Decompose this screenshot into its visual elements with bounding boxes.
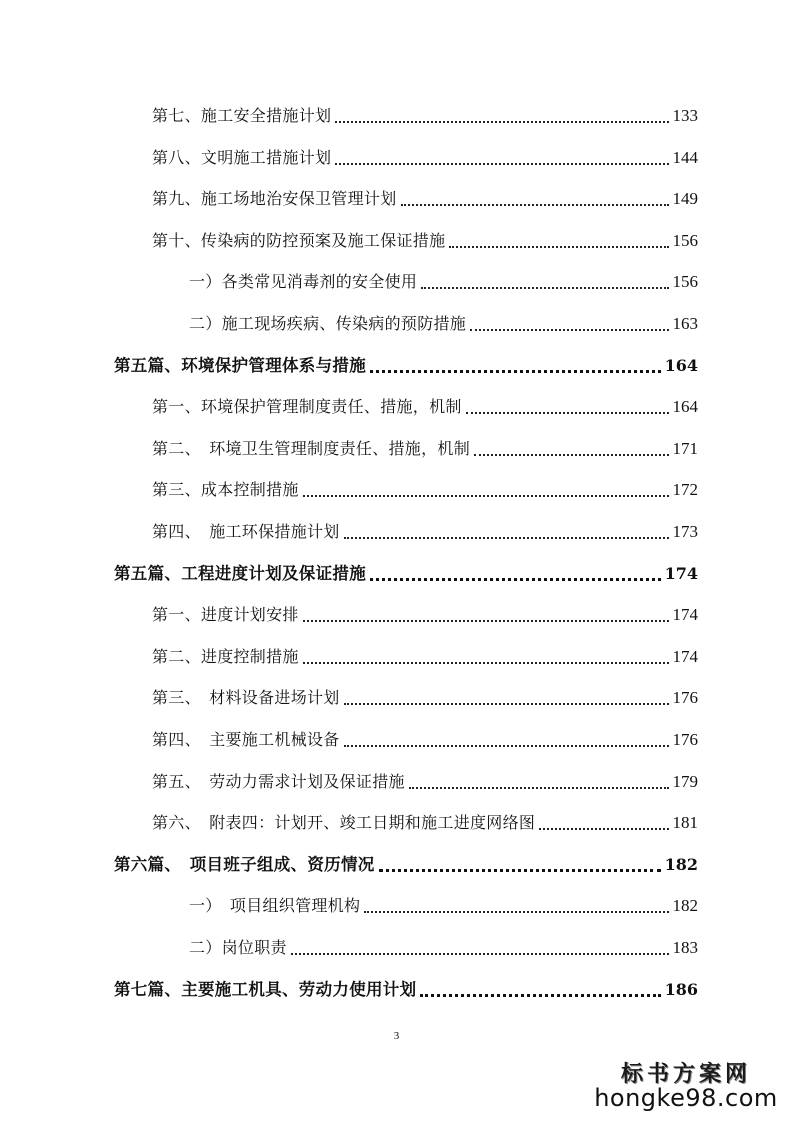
toc-dot-leader: [364, 910, 668, 913]
toc-entry-page-number: 164: [664, 355, 698, 375]
toc-chapter-entry[interactable]: [152, 599, 698, 625]
site-watermark: [591, 1057, 781, 1112]
toc-dot-leader: [466, 411, 669, 414]
toc-entry-title: 第三、 材料设备进场计划: [152, 688, 340, 708]
toc-part-entry[interactable]: [114, 974, 698, 1000]
toc-entry-page-number: 156: [672, 272, 698, 292]
toc-chapter-entry[interactable]: [152, 516, 698, 542]
toc-entry-page-number: 176: [672, 730, 698, 749]
toc-entry-page-number: 133: [672, 106, 698, 125]
toc-dot-leader: [379, 868, 661, 872]
toc-dot-leader: [470, 328, 668, 331]
toc-entry-title: 第七篇、主要施工机具、劳动力使用计划: [114, 979, 417, 999]
toc-chapter-entry[interactable]: [152, 766, 698, 792]
toc-entry-title: 第五篇、环境保护管理体系与措施: [114, 355, 366, 375]
toc-chapter-entry[interactable]: [152, 433, 698, 459]
toc-entry-title: 第五、 劳动力需求计划及保证措施: [152, 771, 405, 791]
toc-entry-page-number: 171: [672, 438, 698, 458]
toc-entry-title: 第六、 附表四：计划开、竣工日期和施工进度网络图: [152, 813, 536, 833]
toc-part-entry[interactable]: [114, 350, 698, 376]
toc-entry-title: 二）施工现场疾病、传染病的预防措施: [189, 314, 467, 333]
toc-dot-leader: [420, 993, 660, 997]
watermark-site-name: 标书方案网: [620, 1061, 751, 1087]
toc-entry-title: 第四、 主要施工机械设备: [152, 730, 340, 749]
toc-dot-leader: [303, 494, 669, 497]
toc-entry-title: 第十、传染病的防控预案及施工保证措施: [152, 230, 446, 250]
toc-subsection-entry[interactable]: [189, 932, 698, 958]
toc-entry-page-number: 182: [672, 896, 698, 916]
toc-dot-leader: [303, 619, 669, 622]
toc-entry-page-number: 182: [664, 854, 698, 874]
toc-dot-leader: [303, 661, 669, 664]
toc-entry-page-number: 174: [664, 563, 698, 583]
toc-chapter-entry[interactable]: [152, 724, 698, 750]
toc-entry-title: 第九、施工场地治安保卫管理计划: [152, 189, 397, 209]
page-number: 3: [393, 1030, 400, 1042]
watermark-url: hongke98.com: [594, 1084, 778, 1112]
toc-dot-leader: [409, 786, 669, 789]
toc-chapter-entry[interactable]: [152, 100, 698, 126]
toc-entry-title: 第一、环境保护管理制度责任、措施，机制: [152, 397, 462, 417]
toc-dot-leader: [335, 162, 668, 165]
toc-dot-leader: [539, 827, 668, 830]
toc-entry-page-number: 181: [672, 813, 698, 833]
toc-entry-page-number: 172: [672, 480, 698, 500]
toc-entry-title: 第二、进度控制措施: [152, 646, 299, 666]
toc-dot-leader: [474, 453, 668, 456]
toc-entry-page-number: 173: [672, 522, 698, 541]
toc-entry-page-number: 176: [672, 688, 698, 708]
toc-entry-title: 第三、成本控制措施: [152, 480, 299, 500]
toc-chapter-entry[interactable]: [152, 682, 698, 708]
toc-dot-leader: [370, 577, 661, 581]
toc-entry-title: 第五篇、工程进度计划及保证措施: [114, 563, 366, 583]
toc-entry-title: 一） 项目组织管理机构: [189, 896, 361, 916]
toc-entry-title: 二）岗位职责: [189, 938, 287, 957]
toc-entry-page-number: 156: [672, 230, 698, 250]
toc-entry-title: 第七、施工安全措施计划: [152, 106, 332, 125]
toc-entry-page-number: 149: [672, 189, 698, 209]
toc-subsection-entry[interactable]: [189, 308, 698, 334]
toc-dot-leader: [291, 952, 669, 955]
toc-entry-title: 第二、 环境卫生管理制度责任、措施，机制: [152, 438, 471, 458]
toc-dot-leader: [449, 245, 668, 248]
toc-entry-page-number: 174: [672, 605, 698, 625]
toc-entry-page-number: 164: [672, 397, 698, 417]
toc-entry-title: 第四、 施工环保措施计划: [152, 522, 340, 541]
toc-chapter-entry[interactable]: [152, 391, 698, 417]
toc-chapter-entry[interactable]: [152, 474, 698, 500]
toc-chapter-entry[interactable]: [152, 807, 698, 833]
toc-subsection-entry[interactable]: [189, 890, 698, 916]
toc-entry-page-number: 163: [672, 314, 698, 333]
toc-dot-leader: [344, 702, 669, 705]
toc-entry-title: 第八、文明施工措施计划: [152, 147, 332, 167]
toc-dot-leader: [370, 369, 661, 373]
toc-entry-page-number: 183: [672, 938, 698, 957]
toc-dot-leader: [344, 744, 669, 747]
toc-chapter-entry[interactable]: [152, 225, 698, 251]
toc-entry-title: 一）各类常见消毒剂的安全使用: [189, 272, 418, 292]
toc-dot-leader: [344, 536, 669, 539]
toc-dot-leader: [335, 120, 668, 123]
toc-entry-page-number: 144: [672, 147, 698, 167]
toc-chapter-entry[interactable]: [152, 142, 698, 168]
toc-part-entry[interactable]: [114, 558, 698, 584]
toc-entry-page-number: 179: [672, 771, 698, 791]
toc-entry-page-number: 174: [672, 646, 698, 666]
toc-entry-page-number: 186: [664, 979, 698, 999]
toc-dot-leader: [401, 203, 669, 206]
toc-part-entry[interactable]: [114, 849, 698, 875]
toc-chapter-entry[interactable]: [152, 183, 698, 209]
toc-dot-leader: [421, 286, 668, 289]
toc-chapter-entry[interactable]: [152, 641, 698, 667]
toc-entry-title: 第六篇、 项目班子组成、资历情况: [114, 854, 375, 874]
toc-entry-title: 第一、进度计划安排: [152, 605, 299, 625]
toc-subsection-entry[interactable]: [189, 266, 698, 292]
